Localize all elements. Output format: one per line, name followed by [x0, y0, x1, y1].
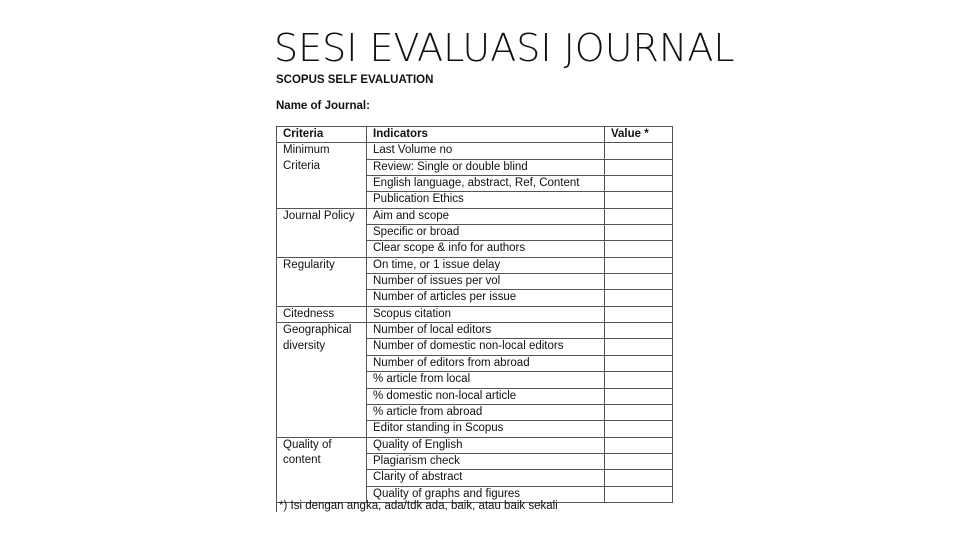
table-row [277, 257, 673, 273]
value-cell[interactable] [605, 372, 673, 388]
value-cell[interactable] [605, 225, 673, 241]
indicator-cell: Number of articles per issue [367, 290, 605, 306]
value-cell[interactable] [605, 453, 673, 469]
value-cell[interactable] [605, 421, 673, 437]
indicator-cell: English language, abstract, Ref, Content [367, 176, 605, 192]
criteria-cell: Criteria [277, 159, 367, 175]
criteria-cell: Citedness [277, 306, 367, 322]
indicator-cell: Number of domestic non-local editors [367, 339, 605, 355]
criteria-cell: content [277, 453, 367, 469]
indicator-cell: Quality of graphs and figures [367, 486, 605, 502]
table-row [277, 453, 673, 469]
evaluation-table [276, 126, 673, 503]
indicator-cell: Quality of English [367, 437, 605, 453]
table-row [277, 192, 673, 208]
table-row [277, 306, 673, 322]
criteria-cell: Quality of [277, 437, 367, 453]
criteria-cell [277, 388, 367, 404]
table-row [277, 176, 673, 192]
table-row [277, 159, 673, 175]
criteria-cell [277, 176, 367, 192]
value-cell[interactable] [605, 159, 673, 175]
value-cell[interactable] [605, 257, 673, 273]
table-row [277, 421, 673, 437]
indicator-cell: Review: Single or double blind [367, 159, 605, 175]
value-cell[interactable] [605, 355, 673, 371]
indicator-cell: Scopus citation [367, 306, 605, 322]
table-row [277, 437, 673, 453]
indicator-cell: Publication Ethics [367, 192, 605, 208]
table-row [277, 290, 673, 306]
criteria-cell [277, 421, 367, 437]
table-row [277, 470, 673, 486]
table-row [277, 225, 673, 241]
criteria-cell [277, 355, 367, 371]
table-row [277, 388, 673, 404]
value-cell[interactable] [605, 470, 673, 486]
table-header-row [277, 127, 673, 143]
value-cell[interactable] [605, 143, 673, 159]
indicator-cell: Clarity of abstract [367, 470, 605, 486]
table-row [277, 404, 673, 420]
table-row [277, 274, 673, 290]
table-row [277, 323, 673, 339]
indicator-cell: Number of editors from abroad [367, 355, 605, 371]
indicator-cell: % domestic non-local article [367, 388, 605, 404]
criteria-header: Criteria [277, 127, 367, 143]
criteria-cell: Geographical [277, 323, 367, 339]
indicator-cell: Aim and scope [367, 208, 605, 224]
criteria-cell [277, 372, 367, 388]
indicator-cell: Clear scope & info for authors [367, 241, 605, 257]
indicator-cell: Number of issues per vol [367, 274, 605, 290]
value-cell[interactable] [605, 388, 673, 404]
footnote [276, 500, 558, 512]
criteria-cell [277, 404, 367, 420]
table-row [277, 372, 673, 388]
value-cell[interactable] [605, 339, 673, 355]
criteria-cell [277, 290, 367, 306]
slide-title: SESI EVALUASI JOURNAL [274, 26, 735, 70]
table-row [277, 241, 673, 257]
indicator-cell: On time, or 1 issue delay [367, 257, 605, 273]
value-cell[interactable] [605, 274, 673, 290]
criteria-cell: diversity [277, 339, 367, 355]
criteria-cell: Minimum [277, 143, 367, 159]
indicator-cell: Last Volume no [367, 143, 605, 159]
indicator-cell: % article from local [367, 372, 605, 388]
document-heading: SCOPUS SELF EVALUATION [276, 74, 434, 86]
value-cell[interactable] [605, 208, 673, 224]
criteria-cell: Regularity [277, 257, 367, 273]
criteria-cell [277, 274, 367, 290]
value-cell[interactable] [605, 290, 673, 306]
footnote-text: *) Isi dengan angka, ada/tdk ada, baik, atau baik sekali [279, 500, 558, 512]
table-row [277, 208, 673, 224]
table-row [277, 143, 673, 159]
criteria-cell [277, 241, 367, 257]
table-row [277, 355, 673, 371]
table-row [277, 339, 673, 355]
value-cell[interactable] [605, 176, 673, 192]
criteria-cell [277, 192, 367, 208]
indicator-cell: % article from abroad [367, 404, 605, 420]
indicators-header: Indicators [367, 127, 605, 143]
value-cell[interactable] [605, 437, 673, 453]
value-header: Value * [605, 127, 673, 143]
journal-name-label: Name of Journal: [276, 100, 370, 112]
criteria-cell [277, 225, 367, 241]
value-cell[interactable] [605, 241, 673, 257]
criteria-cell [277, 470, 367, 486]
value-cell[interactable] [605, 192, 673, 208]
indicator-cell: Editor standing in Scopus [367, 421, 605, 437]
value-cell[interactable] [605, 323, 673, 339]
value-cell[interactable] [605, 306, 673, 322]
indicator-cell: Number of local editors [367, 323, 605, 339]
value-cell[interactable] [605, 486, 673, 502]
indicator-cell: Plagiarism check [367, 453, 605, 469]
indicator-cell: Specific or broad [367, 225, 605, 241]
criteria-cell: Journal Policy [277, 208, 367, 224]
value-cell[interactable] [605, 404, 673, 420]
